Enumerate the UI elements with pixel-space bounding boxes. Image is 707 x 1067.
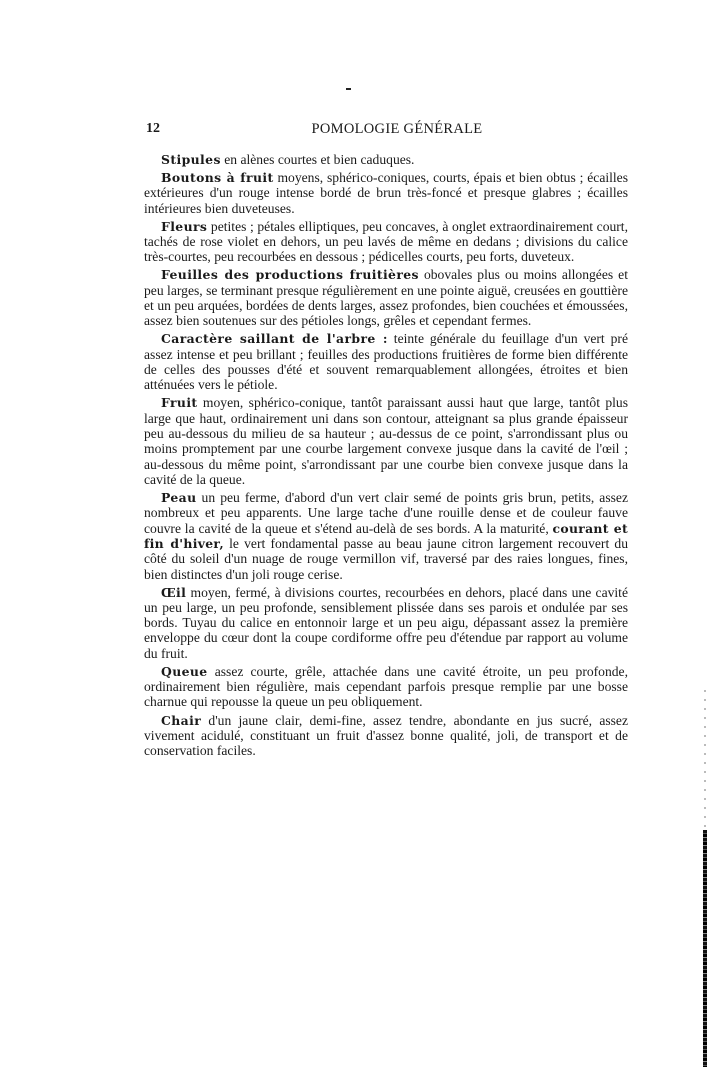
page-header xyxy=(145,121,629,139)
paragraph-lead: Feuilles des productions fruitières xyxy=(161,267,419,283)
paragraph-lead: Fruit xyxy=(161,395,198,411)
paragraph-text: moyens, sphérico-coniques, courts, épais et bien obtus ; écailles extérieures d'un rouge intense bordé de brun très-foncé et presque glabres ; écailles intérieures bien duveteuses. xyxy=(144,170,629,216)
paragraph-fleurs xyxy=(144,219,628,265)
running-title: POMOLOGIE GÉNÉRALE xyxy=(311,121,483,137)
paragraph-lead: Stipules xyxy=(161,152,221,167)
paragraph-text: teinte générale du feuillage d'un vert pré assez intense et peu brillant ; feuilles des productions fruitières de forme bien différente de celles des pousses d'été et souvent remarquablement allongées, étroites et bien atténuées vers le pétiole. xyxy=(144,331,628,393)
paragraph-chair xyxy=(144,713,628,759)
paragraph-peau xyxy=(144,490,628,582)
body-text xyxy=(144,152,628,761)
paragraph-fruit xyxy=(144,395,628,487)
paragraph-text: en alènes courtes et bien caduques. xyxy=(220,152,415,167)
paragraph-lead: Fleurs xyxy=(161,218,208,234)
paragraph-boutons xyxy=(144,170,628,216)
paragraph-text: moyen, sphérico-conique, tantôt paraissant aussi haut que large, tantôt plus large que haut, ordinairement uni dans son contour, atteignant sa plus grande épaisseur peu au-dessous du milieu de sa hauteur ; au-dessus de ce point, s'arrondissant plus ou moins promptement par une courbe largement convexe jusque dans la cavité de l'œil ; au-dessous du même point, s'arrondissant par une courbe bien convexe jusque dans la cavité de la queue. xyxy=(144,395,628,487)
paragraph-text: petites ; pétales elliptiques, peu concaves, à onglet extraordinairement court, tachés de rose violet en dehors, un peu lavés de même en dedans ; divisions du calice très-courtes, peu recourbées en dessous ; pédicelles courts, peu forts, duveteux. xyxy=(144,218,628,265)
paragraph-text: d'un jaune clair, demi-fine, assez tendre, abondante en jus sucré, assez vivement acidulé, constituant un fruit d'assez bonne qualité, joli, de transport et de conservation faciles. xyxy=(144,712,628,759)
paragraph-caractere xyxy=(144,331,628,392)
scan-mark xyxy=(346,88,351,90)
paragraph-lead: Peau xyxy=(161,490,197,506)
paragraph-lead: Boutons à fruit xyxy=(161,170,274,186)
page-number: 12 xyxy=(146,121,160,136)
paragraph-text: assez courte, grêle, attachée dans une cavité étroite, un peu profonde, ordinairement bien régulière, mais cependant parfois presque remplie par une bosse charnue qui repousse la queue un peu obliquement. xyxy=(144,663,628,710)
paragraph-oeil xyxy=(144,585,628,661)
paragraph-text: moyen, fermé, à divisions courtes, recourbées en dehors, placé dans une cavité un peu large, un peu profonde, sensiblement plissée dans ses parois et ondulée par ses bords. Tuyau du calice en entonnoir large et un peu aigu, dépassant assez la première enveloppe du cœur dont la coupe cordiforme offre peu d'étendue par rapport au volume du fruit. xyxy=(144,584,628,661)
paragraph-feuilles xyxy=(144,267,628,328)
paragraph-lead: Chair xyxy=(161,712,202,728)
scan-edge xyxy=(703,830,707,1067)
paragraph-emphasis: courant et fin d'hiver, xyxy=(144,520,628,551)
paragraph-lead: Queue xyxy=(161,663,208,679)
paragraph-text: obovales plus ou moins allongées et peu larges, se terminant presque régulièrement en une pointe aiguë, creusées en gouttière et un peu arquées, bordées de dents larges, assez profondes, bien couchées et émoussées, assez bien soutenues sur des pétioles longs, grêles et cependant fermes. xyxy=(144,267,628,329)
paragraph-text: un peu ferme, d'abord d'un vert clair semé de points gris brun, petits, assez nombreux et peu apparents. Une large tache d'une rouille dense et de couleur fauve couvre la cavité de la queue et s'étend au-delà de ses bords. A la maturité, xyxy=(144,490,628,536)
paragraph-text-after: le vert fondamental passe au beau jaune citron largement recouvert du côté du soleil d'un nuage de rouge vermillon vif, traversé par des raies longues, fines, bien distinctes d'un joli rouge cerise. xyxy=(144,535,629,582)
paragraph-stipules xyxy=(144,152,628,167)
paragraph-lead: Caractère saillant de l'arbre : xyxy=(161,331,388,347)
paragraph-queue xyxy=(144,664,628,710)
scan-edge-shadow xyxy=(704,690,706,830)
paragraph-lead: Œil xyxy=(161,584,187,600)
